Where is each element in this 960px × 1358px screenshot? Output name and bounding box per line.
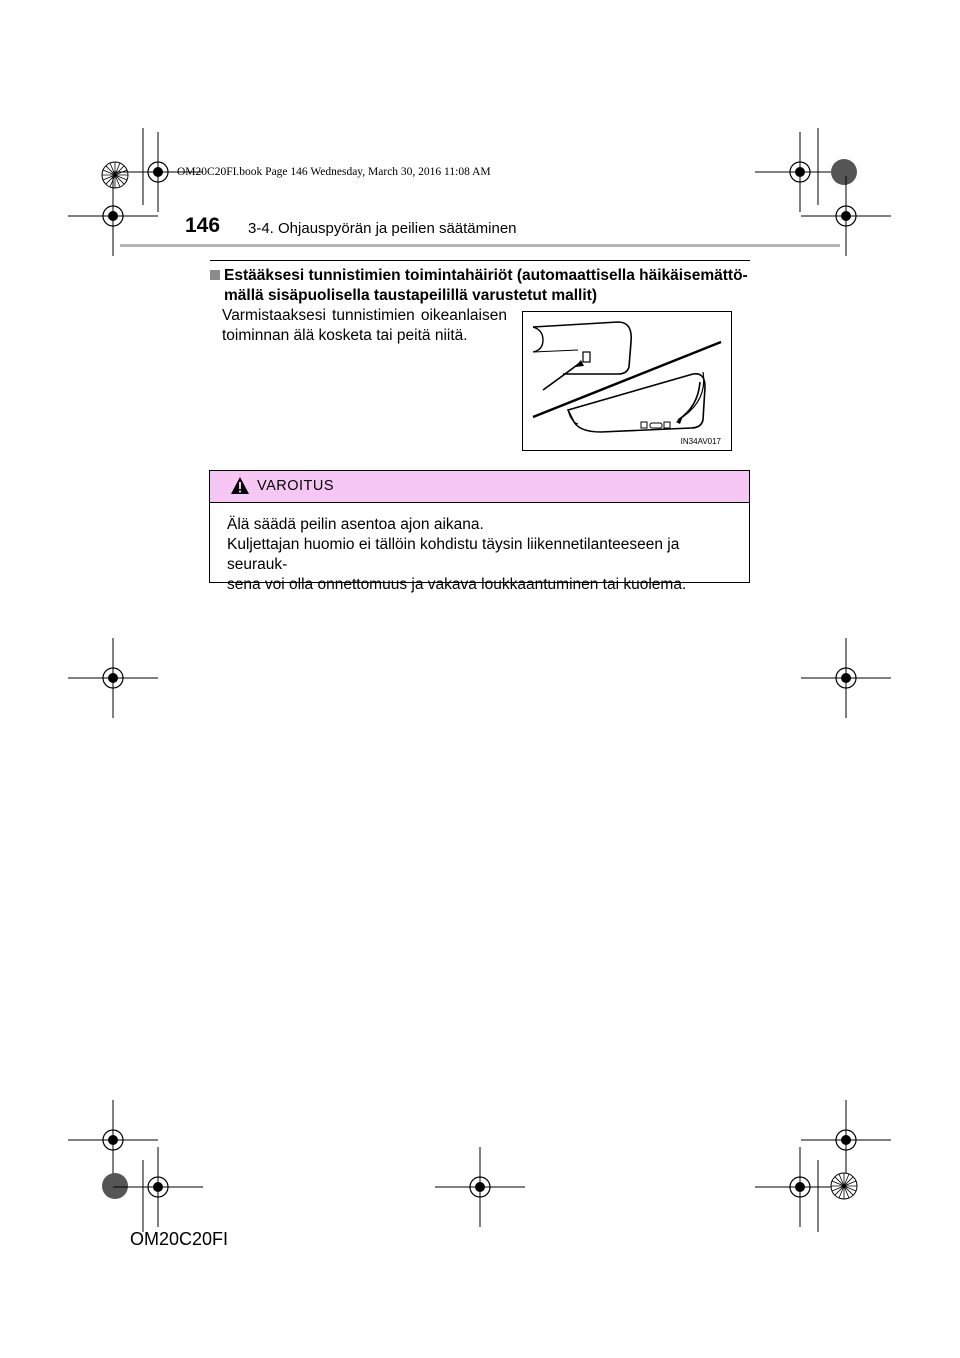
square-bullet-icon	[210, 270, 220, 280]
topic-heading-line1: Estääksesi tunnistimien toimintahäiriöt (automaattisella häikäisemättö-	[224, 267, 748, 284]
page-number: 146	[185, 214, 221, 237]
topic-heading	[210, 266, 750, 306]
book-file-info: OM20C20FI.book Page 146 Wednesday, March 30, 2016 11:08 AM	[177, 166, 491, 178]
warning-line-2: Kuljettajan huomio ei tällöin kohdistu täysin liikennetilanteeseen ja seurauk-	[227, 536, 680, 573]
warning-line-3: sena voi olla onnettomuus ja vakava loukkaantuminen tai kuolema.	[227, 576, 687, 593]
warning-triangle-icon	[230, 476, 250, 495]
topic-divider	[210, 260, 750, 261]
warning-line-1: Älä säädä peilin asentoa ajon aikana.	[227, 516, 484, 533]
warning-box	[209, 470, 750, 593]
warning-body	[210, 503, 749, 595]
figure-code: IN34AV017	[680, 437, 721, 446]
warning-title: VAROITUS	[257, 478, 335, 494]
header-rule	[120, 244, 840, 247]
topic-body-text: Varmistaaksesi tunnistimien oikeanlaisen toiminnan älä kosketa tai peitä niitä.	[222, 307, 507, 344]
topic-heading-line2: mällä sisäpuolisella taustapeilillä varustetut mallit)	[224, 287, 597, 304]
mirror-sensor-illustration	[522, 311, 732, 451]
mirror-drawing	[523, 312, 731, 450]
section-title: 3-4. Ohjauspyörän ja peilien säätäminen	[248, 220, 517, 237]
document-code: OM20C20FI	[130, 1229, 229, 1249]
warning-header	[210, 471, 749, 503]
